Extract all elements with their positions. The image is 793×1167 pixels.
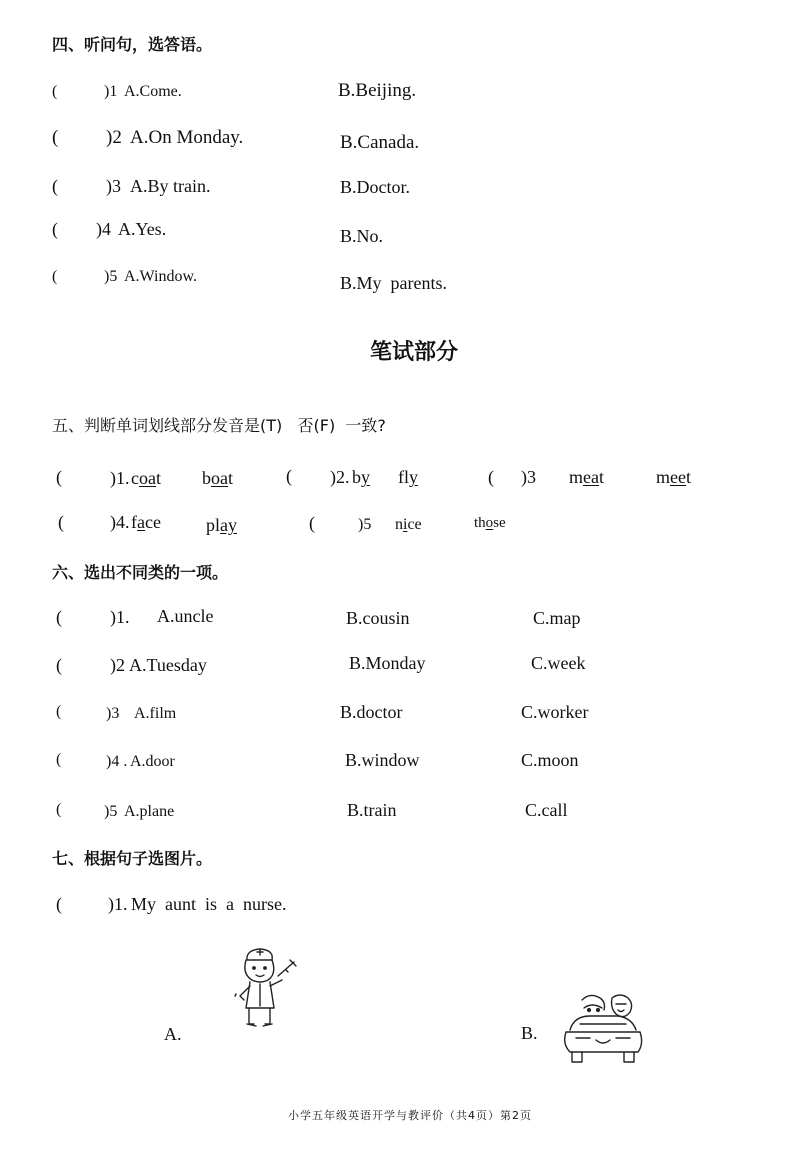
answer-blank-open[interactable]: (: [56, 801, 62, 818]
option-a-label: A.: [164, 1024, 182, 1044]
answer-blank-open[interactable]: (: [52, 127, 59, 148]
question-number: )1.: [108, 894, 128, 914]
question-number: )2: [110, 655, 125, 675]
word-those: those: [474, 515, 506, 531]
answer-blank-open[interactable]: (: [52, 219, 58, 239]
word-meet: meet: [656, 467, 692, 487]
answer-blank-open[interactable]: (: [56, 607, 62, 627]
answer-blank-open[interactable]: (: [52, 268, 58, 285]
option-c: C.map: [533, 608, 581, 628]
answer-blank-open[interactable]: (: [309, 513, 315, 533]
word-coat: coat: [131, 468, 162, 488]
answer-blank-open[interactable]: (: [286, 466, 292, 486]
option-a: A.film: [134, 705, 177, 722]
answer-blank-open[interactable]: (: [56, 655, 62, 675]
answer-blank-open[interactable]: (: [52, 83, 58, 100]
question-number: )2.: [330, 467, 350, 487]
written-part-title: 笔试部分: [370, 339, 459, 365]
option-b: B.train: [347, 800, 397, 820]
option-a: A.Tuesday: [129, 655, 207, 675]
option-b: B.doctor: [340, 702, 403, 722]
option-c: C.call: [525, 800, 568, 820]
question-number: )4.: [110, 512, 130, 532]
answer-blank-open[interactable]: (: [52, 176, 58, 196]
question-number: )1.: [110, 607, 130, 627]
option-b: B.No.: [340, 226, 384, 246]
nurse-illustration[interactable]: [232, 946, 302, 1032]
option-a: A.Window.: [124, 268, 197, 285]
answer-blank-open[interactable]: (: [488, 467, 494, 487]
question-number: )1.: [110, 468, 130, 488]
section5-heading: 五、判断单词划线部分发音是(T) 否(F) 一致?: [52, 416, 386, 435]
option-b: B.Beijing.: [338, 80, 417, 101]
answer-blank-open[interactable]: (: [56, 467, 62, 487]
question-number: )3: [106, 705, 120, 722]
word-nice: nice: [395, 516, 422, 533]
word-fly: fly: [398, 467, 418, 487]
car-illustration[interactable]: [560, 990, 646, 1070]
option-a: A.uncle: [157, 606, 214, 626]
question-number: )3: [106, 176, 121, 196]
word-boat: boat: [202, 468, 234, 488]
word-play: play: [206, 515, 238, 535]
option-a: A.door: [130, 753, 175, 770]
word-meat: meat: [569, 467, 605, 487]
question-number: )4: [96, 219, 111, 239]
option-b: B.Doctor.: [340, 177, 410, 197]
option-b: B.Monday: [349, 653, 426, 673]
page-footer: 小学五年级英语开学与教评价（共4页）第2页: [288, 1109, 532, 1122]
section7-heading: 七、根据句子选图片。: [52, 849, 213, 868]
option-a: A.Yes.: [118, 219, 167, 239]
answer-blank-open[interactable]: (: [58, 512, 64, 532]
option-b-label: B.: [521, 1023, 538, 1043]
section4-heading: 四、听问句，选答语。: [52, 35, 213, 54]
question-number: )1: [104, 83, 118, 100]
question-number: )5: [104, 803, 118, 820]
answer-blank-open[interactable]: (: [56, 894, 62, 914]
option-a: A.By train.: [130, 176, 211, 196]
question-number: )5: [104, 268, 118, 285]
question-number: )5: [358, 516, 372, 533]
word-face: face: [131, 512, 161, 532]
section6-heading: 六、选出不同类的一项。: [52, 563, 229, 582]
answer-blank-open[interactable]: (: [56, 751, 62, 768]
question-number: )3: [521, 467, 536, 487]
option-c: C.week: [531, 653, 586, 673]
option-c: C.worker: [521, 702, 589, 722]
option-a: A.Come.: [124, 83, 182, 100]
word-by: by: [352, 467, 370, 487]
option-b: B.cousin: [346, 608, 410, 628]
question-text: My aunt is a nurse.: [131, 894, 287, 914]
option-a: A.plane: [124, 803, 175, 820]
answer-blank-open[interactable]: (: [56, 703, 62, 720]
question-number: )4 .: [106, 753, 128, 770]
question-number: )2: [106, 127, 122, 148]
option-c: C.moon: [521, 750, 579, 770]
option-a: A.On Monday.: [130, 127, 244, 148]
option-b: B.Canada.: [340, 132, 420, 153]
option-b: B.window: [345, 750, 420, 770]
option-b: B.My parents.: [340, 273, 447, 293]
